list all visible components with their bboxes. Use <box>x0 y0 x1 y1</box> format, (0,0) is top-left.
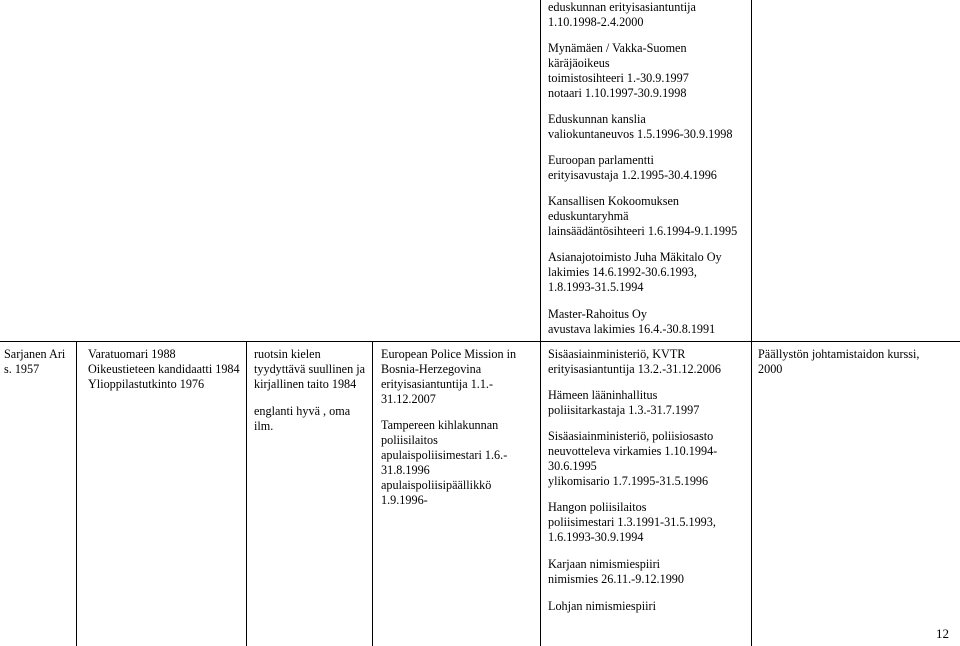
text-line: lakimies 14.6.1992-30.6.1993, <box>548 265 697 279</box>
career-entry <box>548 307 748 337</box>
career-entry <box>548 388 748 418</box>
text-line: 1.9.1996- <box>381 493 428 507</box>
career-entry <box>548 112 748 142</box>
text-line: apulaispoliisimestari 1.6.- <box>381 448 508 462</box>
text-line: Kansallisen Kokoomuksen <box>548 194 679 208</box>
text-line: Eduskunnan kanslia <box>548 112 646 126</box>
name-cell <box>4 347 74 377</box>
text-line: poliisimestari 1.3.1991-31.5.1993, <box>548 515 716 529</box>
language-entry <box>254 404 370 434</box>
text-line: Sisäasiainministeriö, poliisiosasto <box>548 429 714 443</box>
text-line: 1.8.1993-31.5.1994 <box>548 280 644 294</box>
text-line: 31.12.2007 <box>381 392 436 406</box>
position-entry <box>381 347 537 407</box>
career-cell <box>548 347 748 614</box>
text-line: 30.6.1995 <box>548 459 597 473</box>
position-entry <box>381 418 537 508</box>
text-line: käräjäoikeus <box>548 56 610 70</box>
text-line: erityisasiantuntija 1.1.- <box>381 377 494 391</box>
career-entry <box>548 429 748 489</box>
text-line: lainsäädäntösihteeri 1.6.1994-9.1.1995 <box>548 224 738 238</box>
career-entry <box>548 557 748 587</box>
text-line: Karjaan nimismiespiiri <box>548 557 661 571</box>
text-line: 1.10.1998-2.4.2000 <box>548 15 644 29</box>
row-divider <box>0 341 960 342</box>
career-entry <box>548 194 748 239</box>
column-divider <box>540 0 541 646</box>
text-line: notaari 1.10.1997-30.9.1998 <box>548 86 687 100</box>
text-line: Bosnia-Herzegovina <box>381 362 482 376</box>
career-entry <box>548 500 748 545</box>
text-line: 31.8.1996 <box>381 463 430 477</box>
column-divider <box>76 341 77 646</box>
text-line: s. 1957 <box>4 362 40 376</box>
text-line: Euroopan parlamentti <box>548 153 654 167</box>
positions-cell <box>381 347 537 508</box>
text-line: ylikomisario 1.7.1995-31.5.1996 <box>548 474 709 488</box>
text-line: apulaispoliisipäällikkö <box>381 478 492 492</box>
text-line: Hangon poliisilaitos <box>548 500 647 514</box>
column-divider <box>246 341 247 646</box>
text-line: Master-Rahoitus Oy <box>548 307 647 321</box>
text-line: poliisitarkastaja 1.3.-31.7.1997 <box>548 403 700 417</box>
text-line: Sisäasiainministeriö, KVTR <box>548 347 686 361</box>
text-line: erityisasiantuntija 13.2.-31.12.2006 <box>548 362 721 376</box>
career-entry <box>548 250 748 295</box>
text-line: toimistosihteeri 1.-30.9.1997 <box>548 71 689 85</box>
language-entry <box>254 347 370 392</box>
text-line: Oikeustieteen kandidaatti 1984 <box>88 362 240 376</box>
text-line: kirjallinen taito 1984 <box>254 377 357 391</box>
career-entry <box>548 599 748 614</box>
text-line: poliisilaitos <box>381 433 438 447</box>
career-entry <box>548 153 748 183</box>
career-entry <box>548 347 748 377</box>
text-line: valiokuntaneuvos 1.5.1996-30.9.1998 <box>548 127 733 141</box>
column-divider <box>372 341 373 646</box>
text-line: Sarjanen Ari <box>4 347 66 361</box>
text-line: nimismies 26.11.-9.12.1990 <box>548 572 684 586</box>
text-line: Päällystön johtamistaidon kurssi, <box>758 347 920 361</box>
text-line: Ylioppilastutkinto 1976 <box>88 377 205 391</box>
text-line: Tampereen kihlakunnan <box>381 418 499 432</box>
text-line: 1.6.1993-30.9.1994 <box>548 530 644 544</box>
languages-cell <box>254 347 370 434</box>
career-continuation-cell <box>548 0 748 337</box>
column-divider <box>751 0 752 646</box>
text-line: Lohjan nimismiespiiri <box>548 599 656 613</box>
text-line: 2000 <box>758 362 783 376</box>
text-line: ruotsin kielen <box>254 347 321 361</box>
text-line: European Police Mission in <box>381 347 517 361</box>
career-entry <box>548 0 748 30</box>
page-number: 12 <box>936 626 949 641</box>
career-entry <box>548 41 748 101</box>
text-line: tyydyttävä suullinen ja <box>254 362 366 376</box>
training-cell <box>758 347 956 377</box>
text-line: Varatuomari 1988 <box>88 347 176 361</box>
text-line: eduskunnan erityisasiantuntija <box>548 0 696 14</box>
degrees-cell <box>88 347 244 392</box>
text-line: Mynämäen / Vakka-Suomen <box>548 41 687 55</box>
text-line: eduskuntaryhmä <box>548 209 629 223</box>
text-line: neuvotteleva virkamies 1.10.1994- <box>548 444 718 458</box>
text-line: englanti hyvä , oma <box>254 404 351 418</box>
text-line: Asianajotoimisto Juha Mäkitalo Oy <box>548 250 722 264</box>
text-line: ilm. <box>254 419 274 433</box>
text-line: Hämeen lääninhallitus <box>548 388 658 402</box>
text-line: erityisavustaja 1.2.1995-30.4.1996 <box>548 168 717 182</box>
text-line: avustava lakimies 16.4.-30.8.1991 <box>548 322 716 336</box>
